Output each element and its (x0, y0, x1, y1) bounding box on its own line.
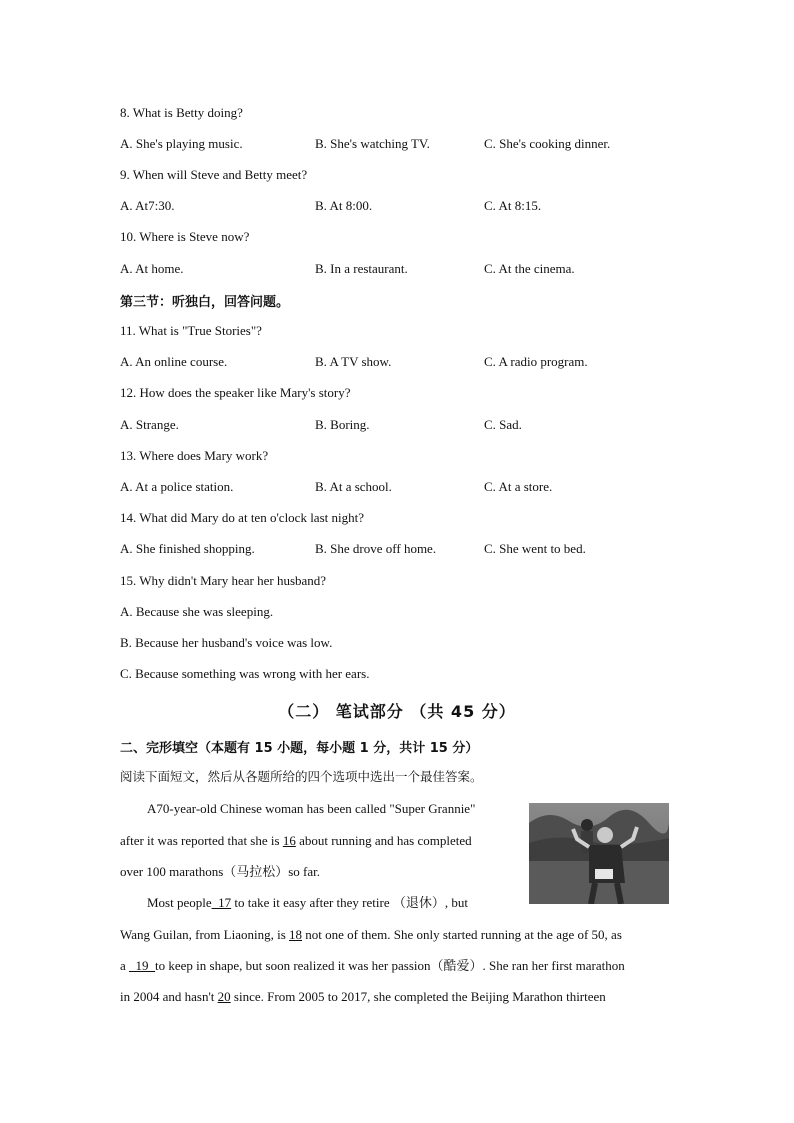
cloze-heading: 二、完形填空（本题有 15 小题，每小题 1 分，共计 15 分） (120, 741, 479, 756)
passage-text: after it was reported that she is (120, 833, 283, 848)
q13-option-a: A. At a police station. (120, 479, 234, 494)
passage-text: since. From 2005 to 2017, she completed the Beijing Marathon thirteen (230, 989, 606, 1004)
q15-option-b: B. Because her husband's voice was low. (120, 635, 333, 650)
question-15: 15. Why didn't Mary hear her husband? (120, 573, 327, 588)
q9-option-b: B. At 8:00. (315, 198, 373, 213)
q10-option-c: C. At the cinema. (484, 261, 575, 276)
passage-line-3: over 100 marathons（马拉松）so far. (120, 864, 321, 879)
question-10: 10. Where is Steve now? (120, 229, 250, 244)
blank-17: _17 (211, 895, 232, 910)
q13-option-b: B. At a school. (315, 479, 392, 494)
q10-option-b: B. In a restaurant. (315, 261, 408, 276)
question-9: 9. When will Steve and Betty meet? (120, 167, 308, 182)
q15-option-a: A. Because she was sleeping. (120, 604, 274, 619)
q9-option-c: C. At 8:15. (484, 198, 542, 213)
cloze-instruction: 阅读下面短文，然后从各题所给的四个选项中选出一个最佳答案。 (120, 769, 483, 784)
q13-option-c: C. At a store. (484, 479, 553, 494)
passage-text: not one of them. She only started running at the age of 50, as (302, 927, 622, 942)
q12-option-a: A. Strange. (120, 417, 179, 432)
blank-20: 20 (217, 989, 231, 1004)
question-12: 12. How does the speaker like Mary's story? (120, 385, 351, 400)
q11-option-b: B. A TV show. (315, 354, 392, 369)
runner-photo (529, 803, 669, 904)
q12-option-b: B. Boring. (315, 417, 370, 432)
passage-text: to take it easy after they retire （退休）, but (231, 895, 468, 910)
passage-line-2 (120, 832, 472, 850)
passage-line-1: A70-year-old Chinese woman has been called "Super Grannie" (147, 801, 476, 816)
q14-option-b: B. She drove off home. (315, 541, 437, 556)
question-8: 8. What is Betty doing? (120, 105, 243, 120)
q12-option-c: C. Sad. (484, 417, 522, 432)
question-13: 13. Where does Mary work? (120, 448, 269, 463)
blank-18: 18 (289, 927, 303, 942)
runner-photo-image (529, 803, 669, 904)
q9-option-a: A. At7:30. (120, 198, 175, 213)
passage-line-6 (120, 957, 625, 975)
q14-option-a: A. She finished shopping. (120, 541, 255, 556)
question-11: 11. What is "True Stories"? (120, 323, 262, 338)
passage-text: about running and has completed (295, 833, 472, 848)
q14-option-c: C. She went to bed. (484, 541, 586, 556)
section-3-heading: 第三节：听独白，回答问题。 (120, 295, 290, 310)
q15-option-c: C. Because something was wrong with her ears. (120, 666, 370, 681)
passage-line-7 (120, 988, 606, 1006)
passage-text: a (120, 958, 130, 973)
part-2-title: （二） 笔试部分 （共 45 分） (278, 702, 516, 721)
passage-line-4 (147, 894, 468, 912)
blank-16: 16 (282, 833, 296, 848)
q8-option-a: A. She's playing music. (120, 136, 243, 151)
q11-option-a: A. An online course. (120, 354, 228, 369)
passage-text: Wang Guilan, from Liaoning, is (120, 927, 290, 942)
blank-19: _19_ (129, 958, 156, 973)
passage-line-5 (120, 926, 622, 944)
question-14: 14. What did Mary do at ten o'clock last night? (120, 510, 364, 525)
q11-option-c: C. A radio program. (484, 354, 588, 369)
q10-option-a: A. At home. (120, 261, 184, 276)
passage-text: Most people (147, 895, 212, 910)
passage-text: in 2004 and hasn't (120, 989, 218, 1004)
q8-option-c: C. She's cooking dinner. (484, 136, 611, 151)
passage-text: to keep in shape, but soon realized it was her passion（酷爱）. She ran her first marathon (155, 958, 625, 973)
q8-option-b: B. She's watching TV. (315, 136, 430, 151)
